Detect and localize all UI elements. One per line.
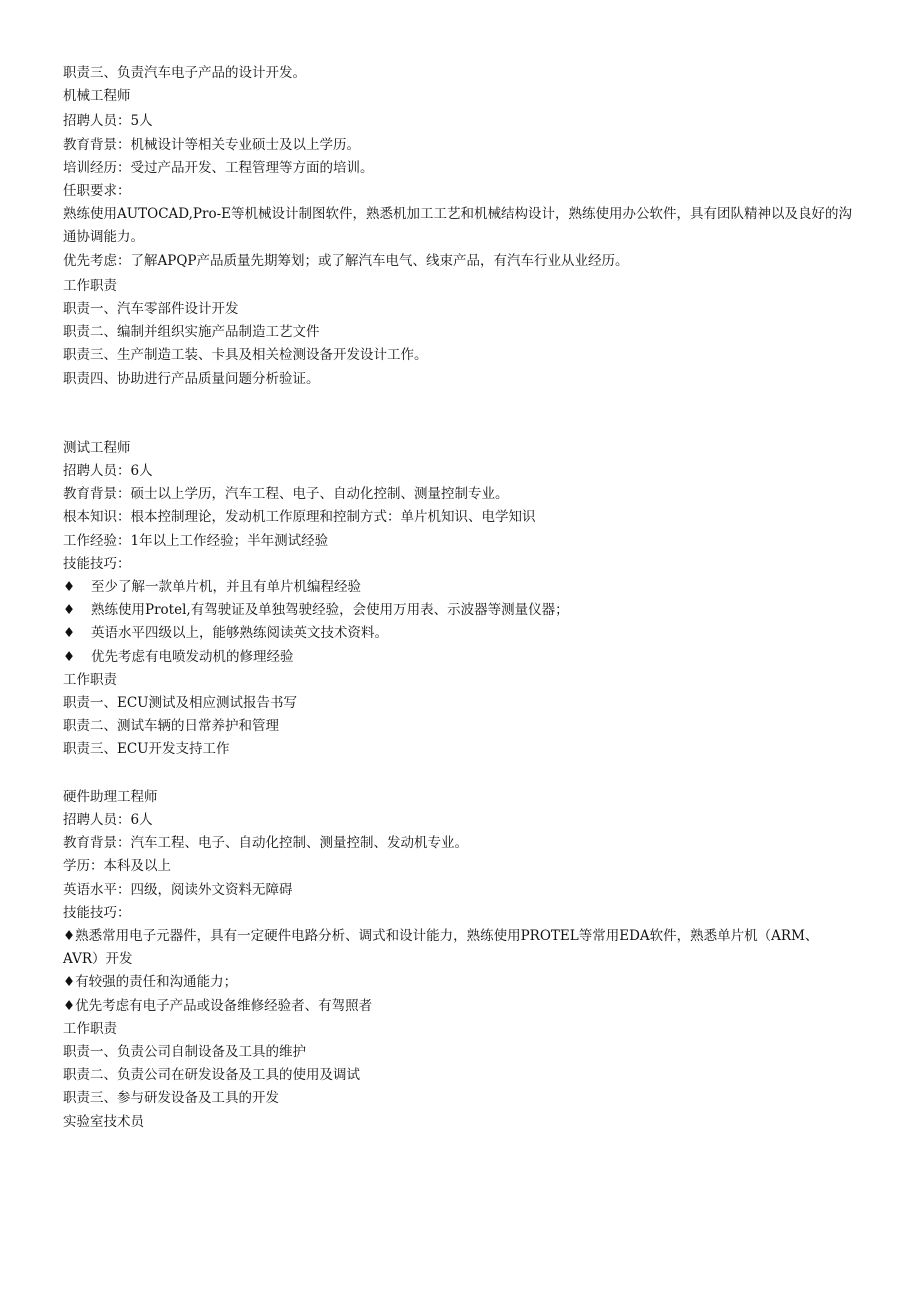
duty-item: 职责一、汽车零部件设计开发 [63,301,239,318]
duty-item: 职责一、ECU测试及相应测试报告书写 [63,695,298,712]
section-mechanical-engineer [63,85,863,391]
document-body [63,62,863,1134]
duty-item: 职责四、协助进行产品质量问题分析验证。 [63,370,320,387]
skill-text: 英语水平四级以上，能够熟练阅读英文技术资料。 [91,625,388,642]
education: 教育背景：汽车工程、电子、自动化控制、测量控制、发动机专业。 [63,835,468,852]
skill-item: ♦有较强的责任和沟通能力； [63,974,238,991]
duties-heading: 工作职责 [63,671,117,688]
skill-item [63,599,863,622]
duty-item: 职责一、负责公司自制设备及工具的维护 [63,1043,306,1060]
skill-item [63,622,863,645]
section-hardware-assistant-engineer [63,786,863,1111]
skill-text: 熟练使用Protel,有驾驶证及单独驾驶经验，会使用万用表、示波器等测量仪器； [91,602,569,619]
section-title: 测试工程师 [63,439,131,456]
duty-item: 职责二、负责公司在研发设备及工具的使用及调试 [63,1067,360,1084]
section-test-engineer [63,437,863,762]
duty-item: 职责二、编制并组织实施产品制造工艺文件 [63,324,320,341]
duty-item: 职责二、测试车辆的日常养护和管理 [63,718,279,735]
headcount: 招聘人员：6人 [63,463,153,480]
skill-item [63,576,863,599]
duties-heading: 工作职责 [63,1020,117,1037]
duty-item: 职责三、ECU开发支持工作 [63,741,230,758]
skills-heading: 技能技巧： [63,555,131,572]
diamond-bullet-icon: ♦ [63,648,76,665]
skill-item: ♦优先考虑有电子产品或设备维修经验者、有驾照者 [63,997,373,1014]
education: 教育背景：机械设计等相关专业硕士及以上学历。 [63,136,360,153]
section-lab-technician [63,1111,863,1134]
skill-item: ♦熟悉常用电子元器件，具有一定硬件电路分析、调式和设计能力，熟练使用PROTEL等常用EDA软件，熟悉单片机（ARM、AVR）开发 [63,927,819,968]
skill-text: 优先考虑有电喷发动机的修理经验 [91,648,294,665]
skill-text: 至少了解一款单片机，并且有单片机编程经验 [91,579,361,596]
intro-duty-line: 职责三、负责汽车电子产品的设计开发。 [63,65,306,81]
section-title: 硬件助理工程师 [63,788,158,805]
headcount: 招聘人员：6人 [63,811,153,828]
knowledge: 根本知识：根本控制理论，发动机工作原理和控制方式：单片机知识、电学知识 [63,509,536,526]
degree: 学历：本科及以上 [63,858,171,875]
requirements-text: 熟练使用AUTOCAD,Pro-E等机械设计制图软件，熟悉机加工工艺和机械结构设计，熟练使用办公软件，具有团队精神以及良好的沟通协调能力。 [63,206,852,246]
duty-item: 职责三、生产制造工装、卡具及相关检测设备开发设计工作。 [63,347,428,364]
experience: 工作经验：1年以上工作经验；半年测试经验 [63,532,329,549]
diamond-bullet-icon: ♦ [63,602,76,619]
education: 教育背景：硕士以上学历，汽车工程、电子、自动化控制、测量控制专业。 [63,486,509,503]
skill-item [63,646,863,669]
section-title: 机械工程师 [63,88,131,105]
section-title: 实验室技术员 [63,1113,144,1130]
headcount: 招聘人员：5人 [63,113,153,130]
training: 培训经历：受过产品开发、工程管理等方面的培训。 [63,159,374,176]
requirements-heading: 任职要求： [63,183,131,200]
priority: 优先考虑：了解APQP产品质量先期筹划；或了解汽车电气、线束产品，有汽车行业从业经历。 [63,252,629,269]
skills-heading: 技能技巧： [63,904,131,921]
english-level: 英语水平：四级，阅读外文资料无障碍 [63,881,293,898]
duty-item: 职责三、参与研发设备及工具的开发 [63,1090,279,1107]
diamond-bullet-icon: ♦ [63,579,76,596]
diamond-bullet-icon: ♦ [63,625,76,642]
duties-heading: 工作职责 [63,277,117,294]
